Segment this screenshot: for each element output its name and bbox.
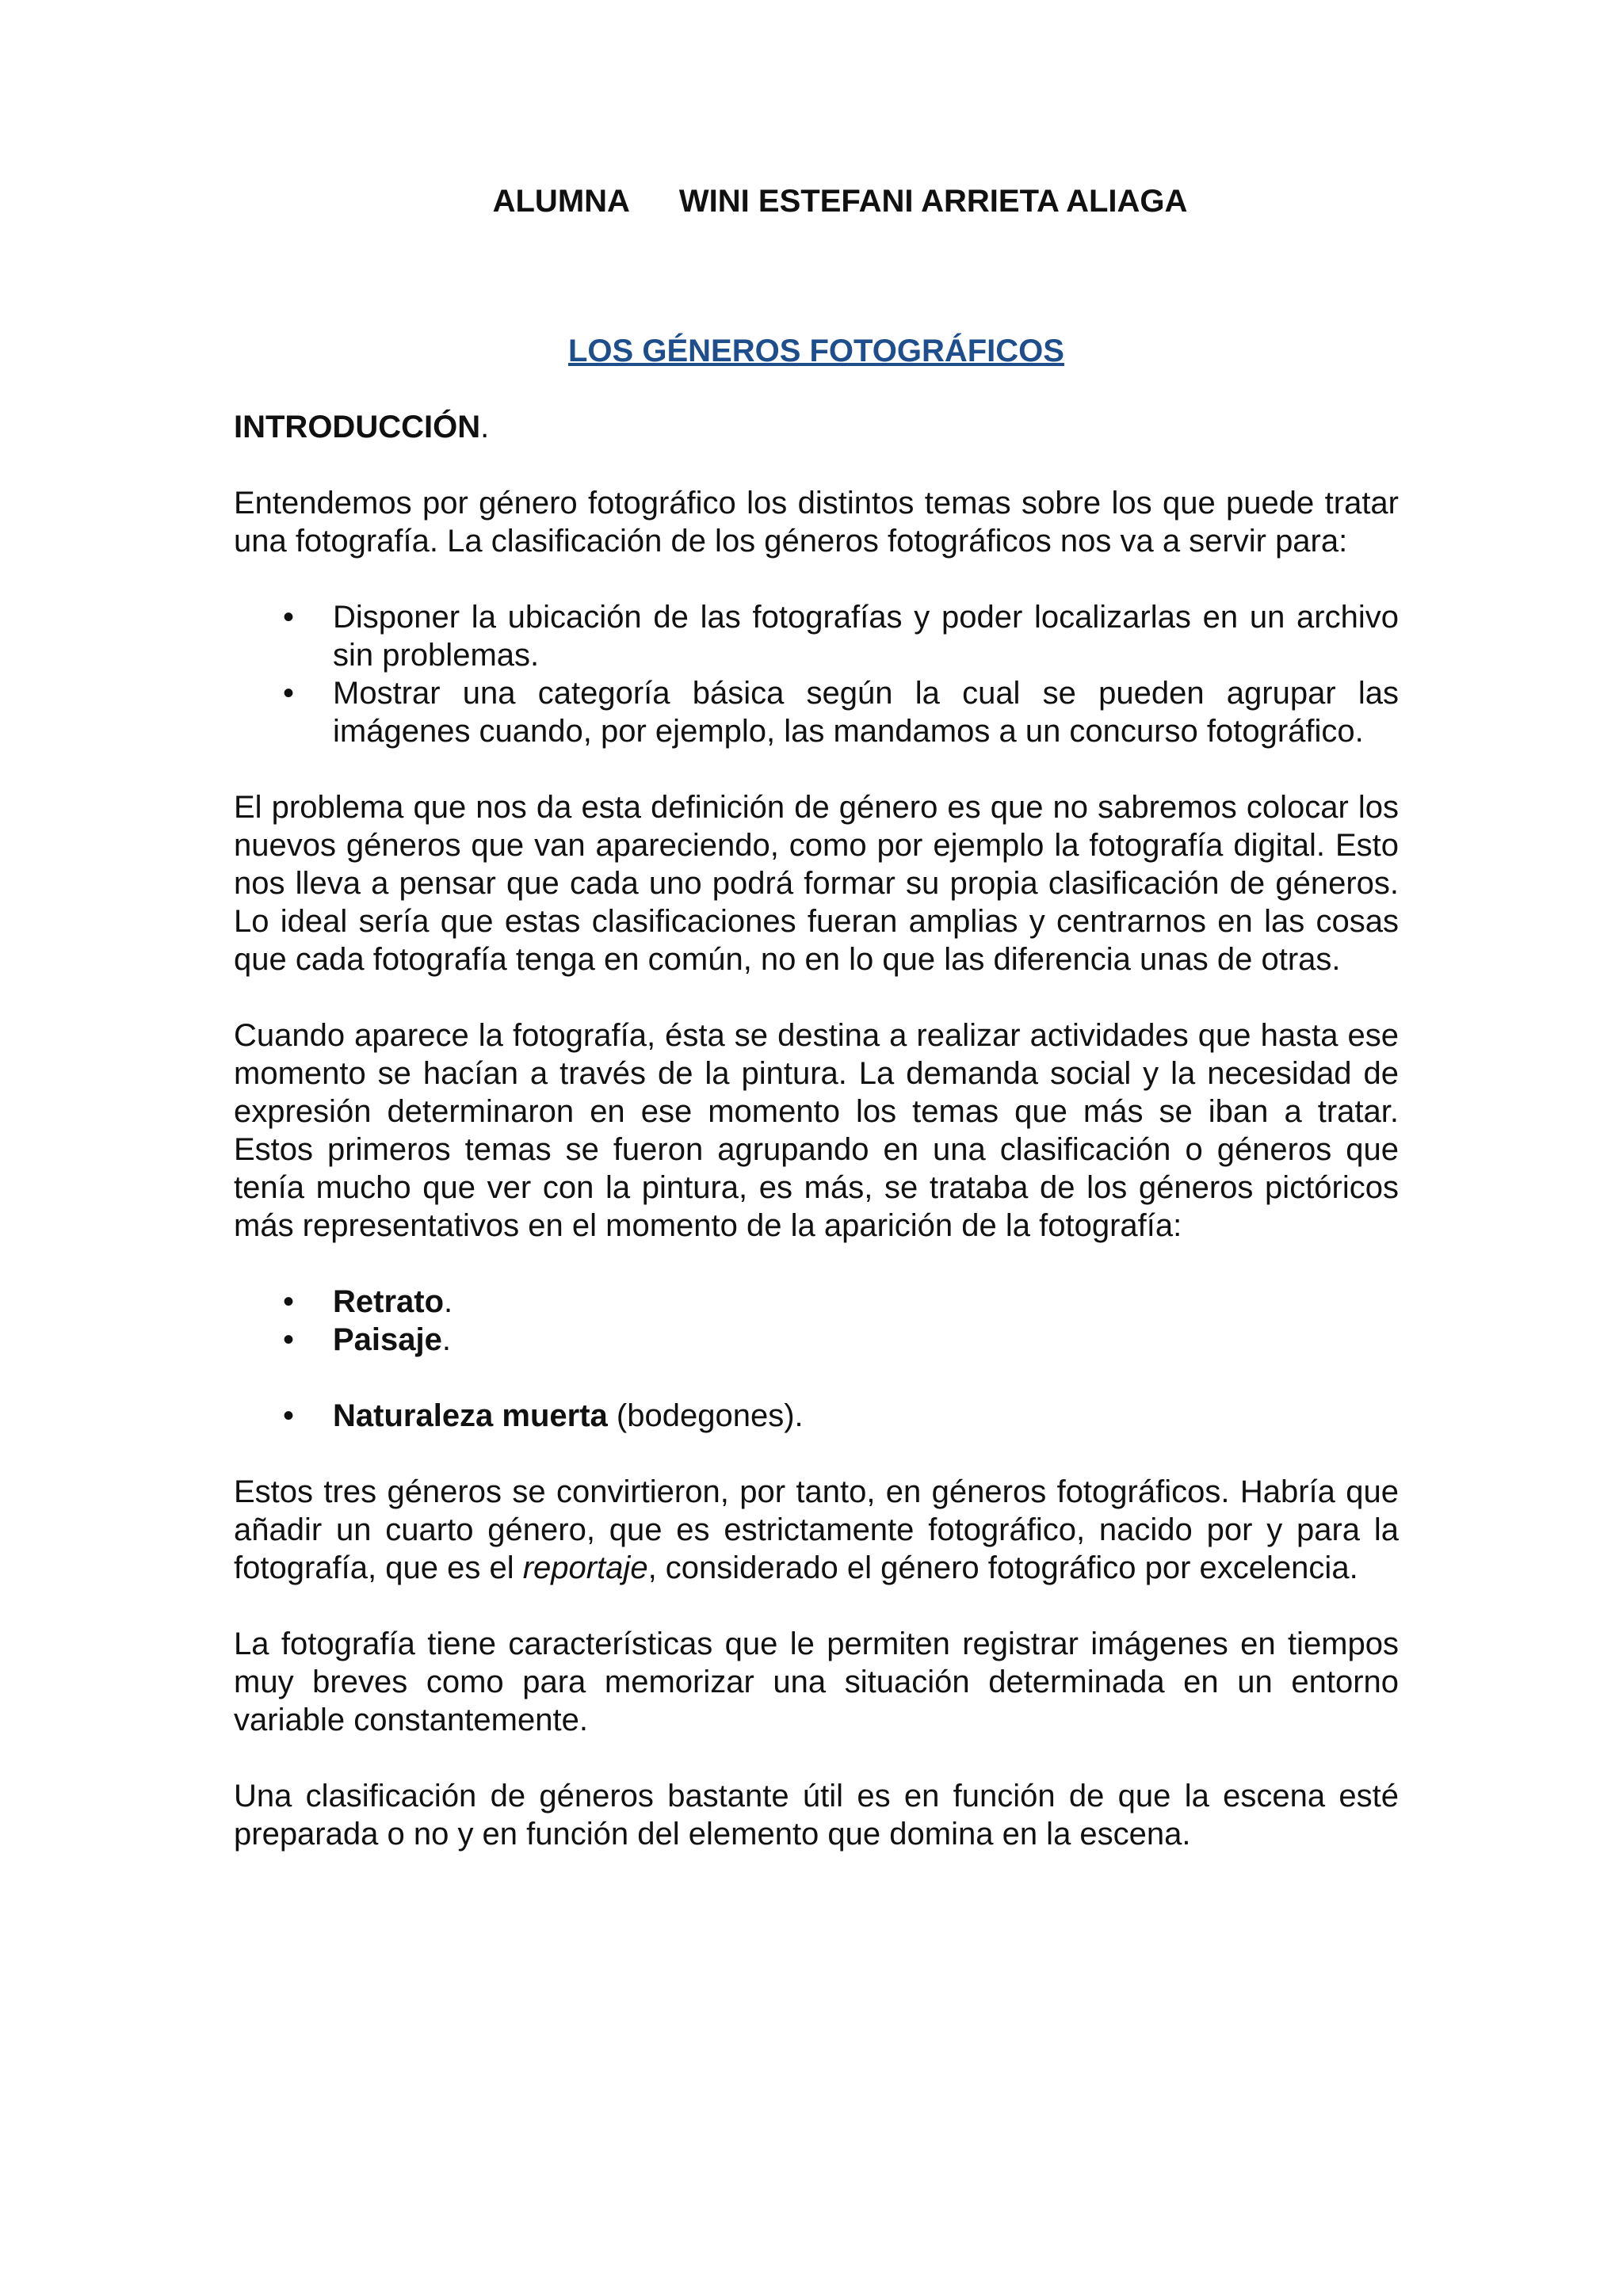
genre-name: Retrato [333,1284,445,1319]
list-item: • Disponer la ubicación de las fotografías y poder localizarlas en un archivo sin problemas. [234,598,1399,674]
purpose-list [234,598,1399,750]
intro-heading-dot: . [480,410,490,444]
reportaje-italic: reportaje [522,1550,648,1585]
intro-heading [234,408,1399,446]
reportaje-text-after: , considerado el género fotográfico por excelencia. [647,1550,1358,1585]
list-item [234,1321,1399,1359]
genre-suffix: (bodegones). [607,1398,804,1433]
paragraph-history: Cuando aparece la fotografía, ésta se destina a realizar actividades que hasta ese momento se hacían a través de la pintura. La demanda social y la necesidad de expresión determinaron en ese momento los temas que más se iban a tratar. Estos primeros temas se fueron agrupando en una clasificación o géneros que tenía mucho que ver con la pintura, es más, se trataba de los géneros pictóricos más representativos en el momento de la aparición de la fotografía: [234,1018,1399,1243]
student-name: WINI ESTEFANI ARRIETA ALIAGA [678,184,1188,219]
list-item [234,1397,1399,1435]
paragraph-definition: Entendemos por género fotográfico los distintos temas sobre los que puede tratar una fotografía. La clasificación de los géneros fotográficos nos va a servir para: [234,486,1399,559]
genres-list [234,1283,1399,1435]
list-item [234,1283,1399,1321]
paragraph-characteristics: La fotografía tiene características que le permiten registrar imágenes en tiempos muy breves como para memorizar una situación determinada en un entorno variable constantemente. [234,1627,1399,1737]
genre-name: Naturaleza muerta [333,1398,608,1433]
paragraph-problem: El problema que nos da esta definición de género es que no sabremos colocar los nuevos géneros que van apareciendo, como por ejemplo la fotografía digital. Esto nos lleva a pensar que cada uno podrá formar su propia clasificación de géneros. Lo ideal sería que estas clasificaciones fueran amplias y centrarnos en las cosas que cada fotografía tenga en común, no en lo que las diferencia unas de otras. [234,790,1399,977]
reportaje-text-before: Estos tres géneros se convirtieron, por tanto, en géneros fotográficos. Habría que añadir un cuarto género, que es estrictamente fotográfico, nacido por y para la fotografía, que es el [234,1474,1399,1585]
paragraph-classification: Una clasificación de géneros bastante útil es en función de que la escena esté preparada o no y en función del elemento que domina en la escena. [234,1779,1399,1852]
intro-heading-text: INTRODUCCIÓN [234,410,481,444]
document-body [234,182,1399,1853]
genre-suffix: . [441,1322,452,1357]
document-title: LOS GÉNEROS FOTOGRÁFICOS [568,334,1064,368]
student-header [281,182,1399,220]
genre-name: Paisaje [333,1322,442,1357]
paragraph-reportaje [234,1473,1399,1587]
genre-suffix: . [444,1284,453,1319]
list-item: • Mostrar una categoría básica según la cual se pueden agrupar las imágenes cuando, por ejemplo, las mandamos a un concurso fotográfico. [234,674,1399,750]
student-label: ALUMNA [492,184,630,219]
